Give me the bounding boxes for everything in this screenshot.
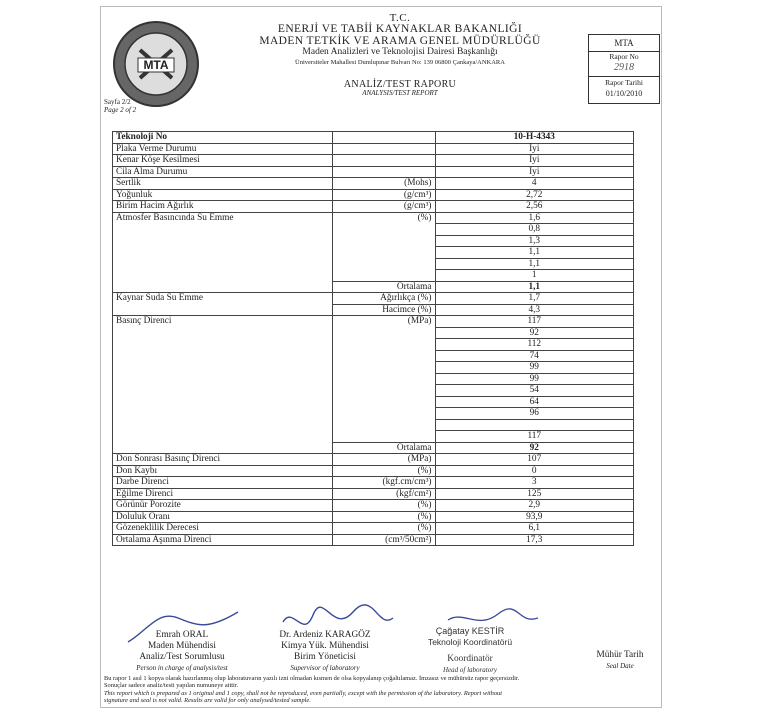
row-value: 4	[435, 178, 634, 190]
row-value: 99	[435, 373, 634, 385]
row-label	[113, 442, 333, 454]
table-row	[113, 155, 634, 167]
row-unit: (kgf.cm/cm³)	[332, 477, 435, 489]
row-label	[113, 235, 333, 247]
supervisor-role: Birim Yöneticisi	[294, 652, 356, 662]
row-label	[113, 270, 333, 282]
coordinator-role: Koordinatör	[447, 654, 493, 664]
table-row	[113, 454, 634, 466]
row-label: Gözeneklilik Derecesi	[113, 523, 333, 535]
row-value: 112	[435, 339, 634, 351]
table-row	[113, 281, 634, 293]
table-row	[113, 247, 634, 259]
row-value: 74	[435, 350, 634, 362]
row-unit: (%)	[332, 465, 435, 477]
table-row	[113, 132, 634, 144]
row-value: İyi	[435, 166, 634, 178]
table-row	[113, 488, 634, 500]
analyst-role: Analiz/Test Sorumlusu	[139, 652, 225, 662]
row-unit: (MPa)	[332, 316, 435, 328]
row-value: İyi	[435, 143, 634, 155]
row-value: 1,7	[435, 293, 634, 305]
row-unit: Ortalama	[332, 442, 435, 454]
row-value: 117	[435, 431, 634, 443]
table-row	[113, 442, 634, 454]
row-label	[113, 373, 333, 385]
row-unit	[332, 408, 435, 420]
row-label: Don Sonrası Basınç Direnci	[113, 454, 333, 466]
report-title: ANALİZ/TEST RAPORU	[343, 79, 457, 90]
header-department: Maden Analizleri ve Teknolojisi Dairesi Başkanlığı	[302, 47, 498, 57]
analyst-name: Emrah ORAL	[155, 630, 209, 640]
table-row	[113, 373, 634, 385]
header-tc: T.C.	[389, 12, 411, 24]
row-unit: (g/cm³)	[332, 201, 435, 213]
row-value: 1,1	[435, 247, 634, 259]
row-unit	[332, 224, 435, 236]
footer-notes	[104, 675, 659, 705]
signature-coordinator	[405, 626, 535, 676]
report-info-box	[588, 34, 660, 104]
table-row	[113, 327, 634, 339]
row-unit	[332, 247, 435, 259]
row-unit: (cm³/50cm²)	[332, 534, 435, 546]
row-value: 2,9	[435, 500, 634, 512]
row-unit	[332, 166, 435, 178]
footer-line3: This report which is prepared as 1 original and 1 copy, shall not be reproduced, even partially, except with the permission of the laboratory. Report without	[104, 689, 503, 697]
supervisor-title: Kimya Yük. Mühendisi	[281, 641, 369, 651]
table-row	[113, 465, 634, 477]
row-label: Eğilme Direnci	[113, 488, 333, 500]
table-row	[113, 178, 634, 190]
row-value: 4,3	[435, 304, 634, 316]
row-value: 96	[435, 408, 634, 420]
row-unit	[332, 132, 435, 144]
row-unit: (Mohs)	[332, 178, 435, 190]
row-label: Kenar Köşe Kesilmesi	[113, 155, 333, 167]
row-value: 0,8	[435, 224, 634, 236]
row-unit	[332, 235, 435, 247]
row-value: 92	[435, 442, 634, 454]
analyst-title: Maden Mühendisi	[148, 641, 216, 651]
table-row	[113, 212, 634, 224]
row-value: 99	[435, 362, 634, 374]
page-number: Sayfa 2/2	[104, 98, 131, 106]
row-value: İyi	[435, 155, 634, 167]
table-row	[113, 534, 634, 546]
row-label	[113, 327, 333, 339]
row-unit: Ağırlıkça (%)	[332, 293, 435, 305]
table-row	[113, 362, 634, 374]
row-value: 6,1	[435, 523, 634, 535]
seal-date-label: Mühür Tarih	[596, 650, 644, 660]
row-unit	[332, 155, 435, 167]
row-label	[113, 281, 333, 293]
row-label	[113, 419, 333, 431]
row-unit	[332, 327, 435, 339]
row-label: Cila Alma Durumu	[113, 166, 333, 178]
row-unit	[332, 270, 435, 282]
row-label: Kaynar Suda Su Emme	[113, 293, 333, 305]
row-unit	[332, 373, 435, 385]
table-row	[113, 304, 634, 316]
row-label: Birim Hacim Ağırlık	[113, 201, 333, 213]
row-unit	[332, 339, 435, 351]
row-label: Teknoloji No	[113, 132, 333, 144]
row-value: 93,9	[435, 511, 634, 523]
table-row	[113, 258, 634, 270]
table-row	[113, 419, 634, 431]
row-value: 17,3	[435, 534, 634, 546]
coordinator-name: Çağatay KESTİR	[435, 626, 505, 636]
report-date-label: Rapor Tarihi	[605, 78, 643, 87]
coordinator-role-en: Head of laboratory	[442, 666, 498, 674]
row-label	[113, 247, 333, 259]
row-value: 107	[435, 454, 634, 466]
row-label: Basınç Direnci	[113, 316, 333, 328]
row-unit	[332, 419, 435, 431]
row-value: 92	[435, 327, 634, 339]
row-label	[113, 362, 333, 374]
row-label: Don Kaybı	[113, 465, 333, 477]
seal-date	[580, 650, 660, 672]
table-row	[113, 477, 634, 489]
table-row	[113, 431, 634, 443]
report-no-label: Rapor No	[609, 52, 639, 61]
row-label: Darbe Direnci	[113, 477, 333, 489]
row-label	[113, 304, 333, 316]
row-label: Doluluk Oranı	[113, 511, 333, 523]
footer-line2: Sonuçlar sadece analiz/testi yapılan numuneye aittir.	[104, 682, 239, 690]
signature-analyst	[112, 630, 252, 674]
row-unit: (kgf/cm²)	[332, 488, 435, 500]
row-unit	[332, 350, 435, 362]
table-row	[113, 316, 634, 328]
row-label: Görünür Porozite	[113, 500, 333, 512]
row-label: Atmosfer Basıncında Su Emme	[113, 212, 333, 224]
row-label	[113, 339, 333, 351]
row-value: 54	[435, 385, 634, 397]
table-row	[113, 201, 634, 213]
logo-text: MTA	[143, 58, 169, 72]
row-label	[113, 408, 333, 420]
table-row	[113, 166, 634, 178]
row-value: 2,72	[435, 189, 634, 201]
row-unit	[332, 396, 435, 408]
seal-date-label-en: Seal Date	[606, 662, 634, 670]
row-unit: (%)	[332, 500, 435, 512]
row-value: 125	[435, 488, 634, 500]
row-value: 0	[435, 465, 634, 477]
table-row	[113, 385, 634, 397]
row-value: 3	[435, 477, 634, 489]
coordinator-title: Teknoloji Koordinatörü	[427, 637, 513, 647]
row-unit: Ortalama	[332, 281, 435, 293]
page-number-en: Page 2 of 2	[104, 106, 137, 114]
row-value: 1	[435, 270, 634, 282]
report-no-value: 2918	[614, 62, 634, 73]
table-row	[113, 500, 634, 512]
table-row	[113, 224, 634, 236]
row-unit: Hacimce (%)	[332, 304, 435, 316]
header-address: Üniversiteler Mahallesi Dumlupınar Bulvarı No: 139 06800 Çankaya/ANKARA	[295, 59, 505, 66]
mta-logo	[112, 20, 200, 108]
row-label	[113, 350, 333, 362]
row-label: Yoğunluk	[113, 189, 333, 201]
table-row	[113, 235, 634, 247]
analyst-role-en: Person in charge of analysis/test	[136, 664, 228, 672]
row-label: Ortalama Aşınma Direnci	[113, 534, 333, 546]
row-value: 1,1	[435, 258, 634, 270]
row-unit	[332, 143, 435, 155]
report-title-en: ANALYSIS/TEST REPORT	[362, 89, 438, 97]
row-value: 1,6	[435, 212, 634, 224]
table-row	[113, 408, 634, 420]
supervisor-role-en: Supervisor of laboratory	[290, 664, 360, 672]
test-results-table	[112, 131, 634, 546]
supervisor-name: Dr. Ardeniz KARAGÖZ	[279, 630, 371, 640]
row-value: 1,3	[435, 235, 634, 247]
row-unit: (MPa)	[332, 454, 435, 466]
row-label: Plaka Verme Durumu	[113, 143, 333, 155]
row-unit	[332, 362, 435, 374]
row-value: 1,1	[435, 281, 634, 293]
footer-line4: signature and seal is not valid. Results are valid for only analysed/tested sample.	[104, 697, 311, 705]
table-row	[113, 270, 634, 282]
row-value: 64	[435, 396, 634, 408]
table-row	[113, 339, 634, 351]
row-label	[113, 224, 333, 236]
table-row	[113, 350, 634, 362]
header-directorate: MADEN TETKİK VE ARAMA GENEL MÜDÜRLÜĞÜ	[259, 35, 541, 47]
table-row	[113, 523, 634, 535]
signature-supervisor	[255, 630, 395, 674]
row-label	[113, 385, 333, 397]
row-label: Sertlik	[113, 178, 333, 190]
row-unit	[332, 258, 435, 270]
report-date-value: 01/10/2010	[605, 89, 643, 98]
row-unit: (%)	[332, 511, 435, 523]
row-value	[435, 419, 634, 431]
row-value: 2,56	[435, 201, 634, 213]
report-org: MTA	[589, 35, 659, 52]
table-row	[113, 396, 634, 408]
header-ministry: ENERJİ VE TABİİ KAYNAKLAR BAKANLIĞI	[277, 23, 523, 35]
row-label	[113, 258, 333, 270]
table-row	[113, 293, 634, 305]
row-label	[113, 431, 333, 443]
row-label	[113, 396, 333, 408]
row-value: 117	[435, 316, 634, 328]
table-row	[113, 143, 634, 155]
row-unit	[332, 431, 435, 443]
row-unit: (g/cm³)	[332, 189, 435, 201]
footer-line1: Bu rapor 1 asıl 1 kopya olarak hazırlanmış olup laboratuvarın yazılı izni olmadan kısmen de olsa kopyalanıp çoğaltılamaz. İmzasız ve mühürsüz rapor geçersizdir.	[104, 675, 520, 682]
row-value: 10-H-4343	[435, 132, 634, 144]
table-row	[113, 511, 634, 523]
row-unit	[332, 385, 435, 397]
row-unit: (%)	[332, 523, 435, 535]
table-row	[113, 189, 634, 201]
row-unit: (%)	[332, 212, 435, 224]
